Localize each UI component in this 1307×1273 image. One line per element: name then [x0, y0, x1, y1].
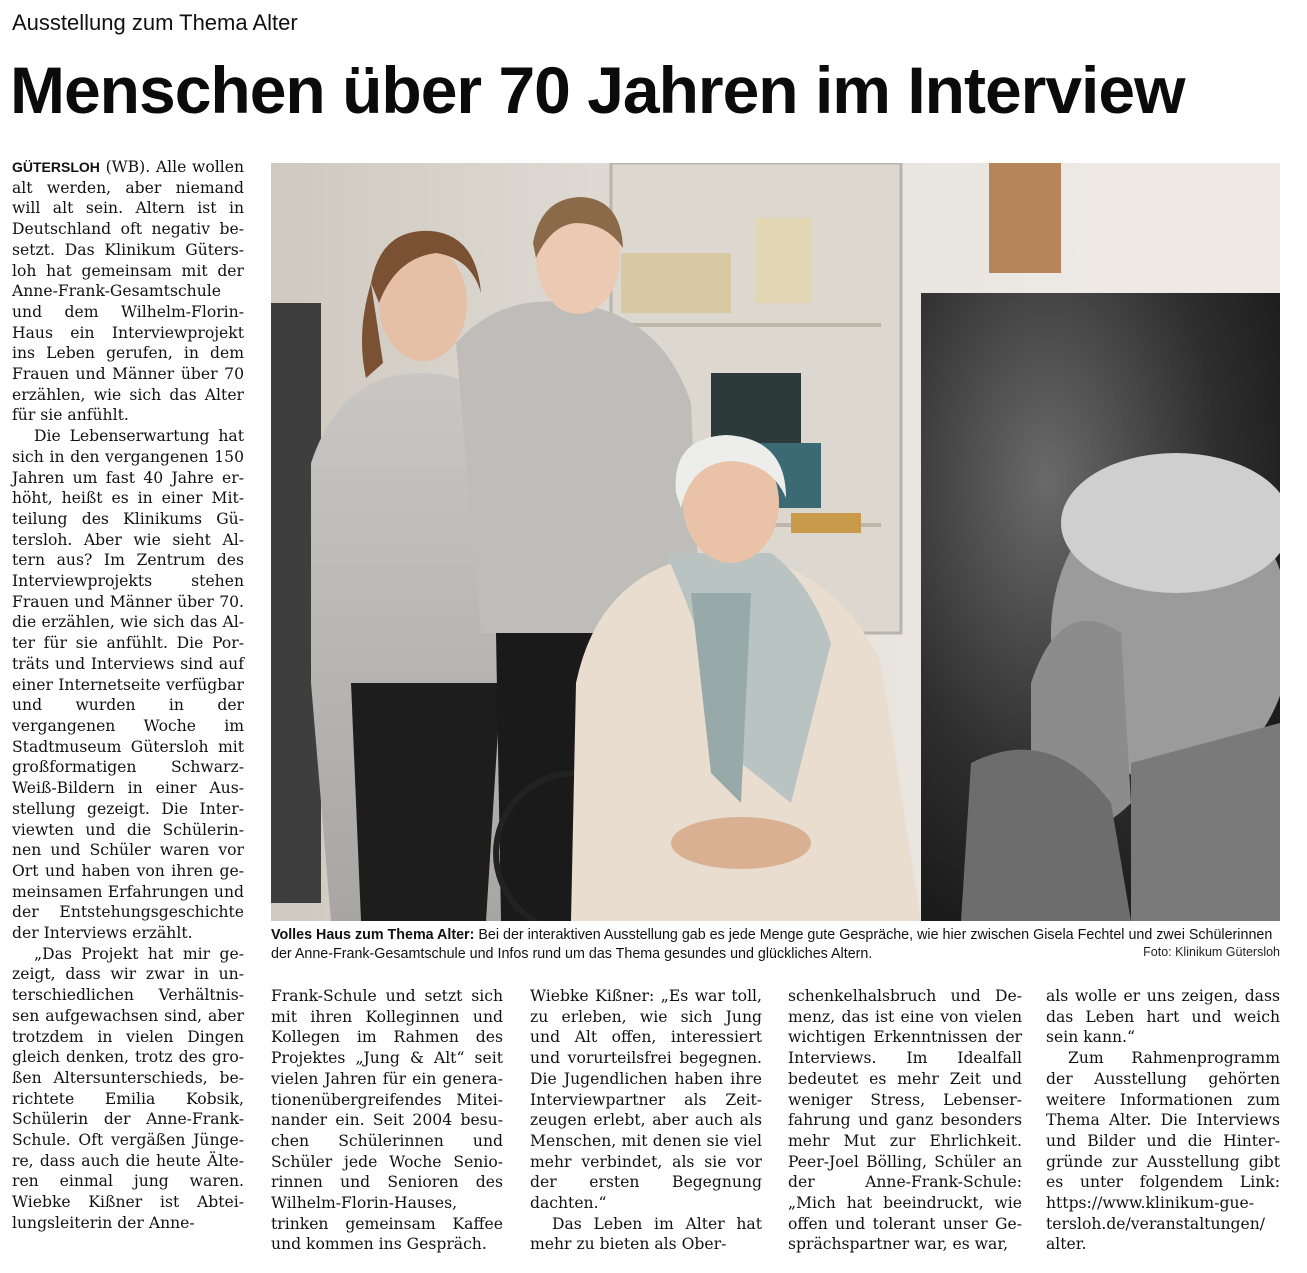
body-paragraph: Frank-Schule und setzt sich mit ihren Kolleginnen und Kollegen im Rahmen des Projektes „Jung & Alt“ seit vielen Jahren für ein generationenübergreifendes Miteinander ein. Seit 2004 besuchen Schülerinnen und Schüler jede Woche Seniorinnen und Senioren des Wilhelm-Florin-Hauses, trinken gemeinsam Kaffee und kommen ins Gespräch.	[271, 987, 503, 1254]
body-paragraph: Wiebke Kißner: „Es war toll, zu erleben, wie sich Jung und Alt offen, interessiert und vorurteilsfrei begegnen. Die Jugendlichen haben ihre Interviewpartner als Zeitzeugen erlebt, aber auch als Menschen, mit denen sie viel mehr verbindet, als sie vor der ersten Begegnung dachten.“	[530, 987, 762, 1213]
text-column-1	[12, 157, 244, 1234]
text-column-5	[1046, 986, 1280, 1255]
article-headline: Menschen über 70 Jahren im Interview	[10, 53, 1185, 127]
body-paragraph: schenkelhalsbruch und Demenz, das ist eine von vielen wichtigen Erkenntnissen der Interviews. Im Idealfall bedeutet es mehr Zeit und weniger Stress, Lebenserfahrung und ganz besonders mehr Mut zur Ehrlichkeit. Peer-Joel Bölling, Schüler an der Anne-Frank-Schule: „Mich hat beeindruckt, wie offen und tolerant unser Gesprächspartner war, es war,	[788, 987, 1022, 1254]
body-paragraph: Das Leben im Alter hat mehr zu bieten als Ober-	[530, 1214, 762, 1254]
text-column-3	[530, 986, 762, 1255]
body-paragraph: „Das Projekt hat mir gezeigt, dass wir zwar in unterschiedlichen Verhältnissen aufgewachsen sind, aber trotzdem in vielen Dingen gleich denken, trotz des großen Altersunterschieds, berichtete Emilia Kobsik, Schülerin der Anne-Frank-Schule. Oft vergäßen Jüngere, dass auch die heute Älteren einmal jung waren. Wiebke Kißner ist Abteilungsleiterin der Anne-	[12, 944, 244, 1232]
article-kicker: Ausstellung zum Thema Alter	[12, 10, 298, 35]
body-paragraph: als wolle er uns zeigen, dass das Leben hart und weich sein kann.“	[1046, 987, 1280, 1047]
lead-paragraph-text: (WB). Alle wollen alt werden, aber niemand will alt sein. Altern ist in Deutschland oft negativ besetzt. Das Klinikum Gütersloh hat gemeinsam mit der Anne-Frank-Gesamtschule und dem Wilhelm-Florin-Haus ein Interviewprojekt ins Leben gerufen, in dem Frauen und Männer über 70 erzählen, wie sich das Alter für sie anfühlt.	[12, 158, 244, 425]
photo-caption	[271, 926, 1280, 963]
text-column-2	[271, 986, 503, 1255]
photo-illustration	[271, 163, 1280, 921]
lead-paragraph	[12, 157, 244, 426]
body-paragraph: Die Lebenserwartung hat sich in den vergangenen 150 Jahren um fast 40 Jahre erhöht, heißt es in einer Mitteilung des Klinikums Gütersloh. Aber wie sieht Altern aus? Im Zentrum des Interviewprojekts stehen Frauen und Männer über 70. die erzählen, wie sich das Alter für sie anfühlt. Die Porträts und Interviews sind auf einer Internetseite verfügbar und wurden in der vergangenen Woche im Stadtmuseum Gütersloh mit großformatigen Schwarz-Weiß-Bildern in einer Ausstellung gezeigt. Die Interviewten und die Schülerinnen und Schüler waren vor Ort und haben von ihren gemeinsamen Erfahrungen und der Entstehungsgeschichte der Interviews erzählt.	[12, 427, 244, 943]
article-photo	[271, 163, 1280, 921]
caption-text: Bei der interaktiven Ausstellung gab es jede Menge gute Gespräche, wie hier zwischen Gisela Fechtel und zwei Schülerinnen der Anne-Frank-Gesamtschule und Infos rund um das Thema gesundes und glückliches Altern.	[271, 927, 1273, 962]
body-paragraph: Zum Rahmenprogramm der Ausstellung gehörten weitere Informationen zum Thema Alter. Die Interviews und Bilder und die Hintergründe zur Ausstellung gibt es unter folgendem Link: https://www.klinikum-guetersloh.de/veranstaltungen/ alter.	[1046, 1049, 1280, 1254]
dateline: GÜTERSLOH	[12, 159, 100, 175]
text-column-4	[788, 986, 1022, 1255]
photo-credit: Foto: Klinikum Gütersloh	[1143, 945, 1280, 959]
caption-lead: Volles Haus zum Thema Alter:	[271, 927, 475, 943]
